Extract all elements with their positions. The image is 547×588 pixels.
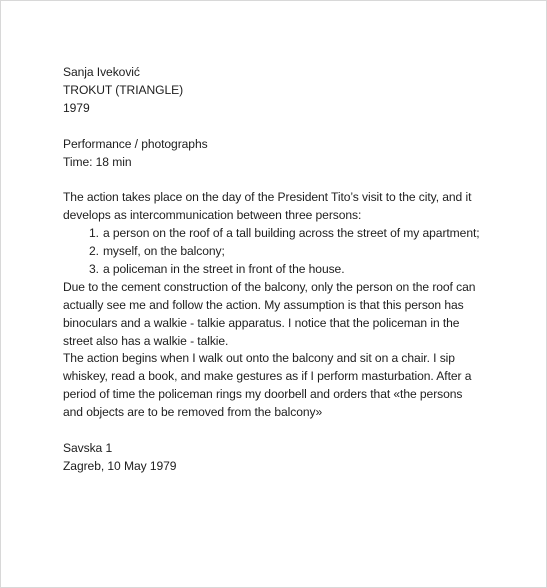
list-number: 3. — [89, 261, 99, 276]
text-line: The action takes place on the day of the President Tito’s visit to the city, and it — [63, 190, 472, 205]
list-text: a person on the roof of a tall building across the street of my apartment; — [102, 226, 480, 241]
spacer — [63, 171, 495, 189]
medium: Performance / photographs — [63, 136, 208, 151]
work-title: TROKUT (TRIANGLE) — [63, 82, 184, 97]
duration: Time: 18 min — [63, 154, 132, 169]
place-date: Zagreb, 10 May 1979 — [63, 458, 177, 473]
spacer — [63, 422, 495, 440]
list-number: 2. — [89, 244, 99, 259]
list-item — [63, 225, 495, 243]
document-text — [63, 64, 495, 476]
list-number: 1. — [89, 226, 99, 241]
work-year: 1979 — [63, 100, 90, 115]
list-text: a policeman in the street in front of the house. — [102, 261, 345, 276]
action-paragraph — [63, 350, 495, 422]
text-line: and objects are to be removed from the balcony» — [63, 405, 323, 420]
spacer — [63, 118, 495, 136]
text-line: actually see me and follow the action. My assumption is that this person has — [63, 297, 464, 312]
list-item — [63, 243, 495, 261]
artist-name: Sanja Iveković — [63, 65, 140, 79]
address: Savska 1 — [63, 440, 113, 455]
text-line: period of time the policeman rings my doorbell and orders that «the persons — [63, 387, 463, 402]
text-line: The action begins when I walk out onto the balcony and sit on a chair. I sip — [63, 351, 455, 366]
balcony-paragraph — [63, 279, 495, 351]
text-line: street also has a walkie - talkie. — [63, 333, 229, 348]
persons-list — [63, 225, 495, 279]
text-line: whiskey, read a book, and make gestures as if I perform masturbation. After a — [63, 369, 472, 384]
list-item — [63, 261, 495, 279]
list-text: myself, on the balcony; — [102, 244, 225, 259]
intro-paragraph — [63, 189, 495, 225]
text-line: develops as intercommunication between three persons: — [63, 208, 362, 223]
text-line: Due to the cement construction of the balcony, only the person on the roof can — [63, 279, 476, 294]
text-line: binoculars and a walkie - talkie apparatus. I notice that the policeman in the — [63, 315, 460, 330]
